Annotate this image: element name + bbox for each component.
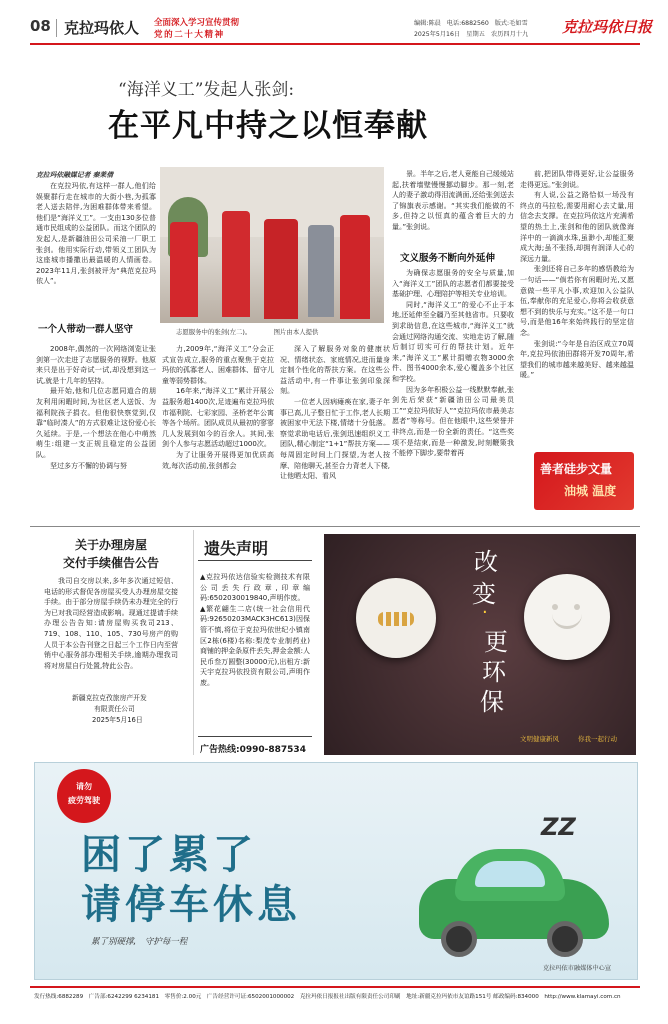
paragraph: 我司自交房以来,多年多次通过短信、电话的形式督促各房屋买受人办理房屋交接手续。由于部分房屋手续仍未办理完全的行为已对我司经营造成影响。现通过提请手续办理公告告知:请房屋购买我司213、719、108、110、105、730号房产的购人员于本公告刊登之日起三个工作日内至营销中心服务部办理相关手续,逾期办理我司将对房屋自行处置,特此公告。 [44, 577, 178, 670]
paragraph: 深入了解服务对象的健康状况、情绪状态、家庭情况,进而量身定制个性化的帮扶方案。在这些公益活动中,有一件事让张剑印象深刻。 [280, 345, 390, 396]
volunteer-3 [264, 219, 298, 319]
proof: 版式:毛如雪 [494, 20, 528, 27]
photo-caption: 志愿服务中的张剑(左二)。 图片由本人提供 [176, 328, 319, 336]
article-col1 [36, 181, 156, 308]
paragraph: 张剑说:“今年是自治区成立70周年,克拉玛依油田群将开发70周年,希望我们的城市越来越美好、越来越温暖。” [520, 339, 634, 380]
psa1-title-2: 变 [472, 580, 496, 608]
tag-line1: 请勿 [76, 782, 92, 791]
phone: 电话:6882560 [446, 20, 489, 27]
article-badge [534, 452, 634, 510]
article-kicker: “海洋义工”发起人张剑: [118, 80, 295, 100]
notice1-company-line1: 新疆克拉克孜旅房产开发 [72, 694, 147, 702]
notice2-item-2: ▲繁花翩生二店(统一社会信用代码:92650203MACK3HC613)因保管不慎,将位于克拉玛依世纪小镇南区2栋(6楼)名称:梨茂专业制药业)商铺的押金条原件丢失,押金金额:人民币叁万圆整(30000元),出租方:新天宇克拉玛依投资有限公司,声明作废。 [200, 604, 310, 687]
plate-right [524, 574, 610, 660]
paragraph: 最开始,他和几位志愿同道合的朋友利用闲暇时间,为社区老人送饭、为福利院孩子捐衣。但他很快察觉到,仅靠“临时凑人”的方式很难让这份爱心长久延续。于是,一个想法在他心中萌然萌生:组建一支正规且稳定的公益团队。 [36, 387, 156, 459]
footer-rule [30, 986, 640, 988]
editor-info [414, 18, 528, 27]
footer-info: 发行热线:6882289 广告部:6242299 6234181 零售价:2.00元 广告经营许可证:6502001000002 克拉玛依日报报社出版有限责任公司印刷 地址:新疆克拉玛依市友谊路151号 邮政编码:834000 http://www.klamayi.com.cn [34, 994, 621, 1000]
paragraph: 前,把团队带得更好,让公益服务走得更远。”张剑说。 [520, 170, 634, 189]
article-col5b [392, 268, 514, 518]
badge-line1: 善者硅步文量 [540, 462, 613, 476]
notice-lost [196, 530, 314, 755]
car-window [475, 861, 545, 887]
notice2-body [200, 572, 310, 724]
badge-line2: 油城 温度 [564, 484, 617, 498]
volunteer-4 [308, 225, 334, 317]
hotline-rule [198, 736, 312, 737]
notice2-title-rule [198, 560, 312, 561]
notice1-date: 2025年5月16日 [92, 716, 143, 724]
article-col5 [392, 169, 514, 245]
psa2-title-line1: 困了累了 [81, 831, 257, 878]
wheel-front [441, 921, 477, 957]
paragraph: 景。半年之后,老人竟能自己缓缓站起,扶着墙壁慢慢挪动脚步。那一刻,老人的妻子激动得泪流满面,还给张剑送去了锦旗表示感谢。“其实我们能做的不多,但持之以恒真的蕴含着巨大的力量。”张剑说。 [392, 170, 514, 231]
paragraph: 2008年,偶然的一次网络浏览让张剑第一次走进了志愿服务的视野。他原来只是出于好奇试一试,却没想到这一试,就是十几年的坚持。 [36, 345, 156, 385]
notice2-item-1: ▲克拉玛依达信验实检测技术有限公司丢失行政章,印章编码:6502030019840,声明作废。 [200, 573, 310, 603]
notice1-title-line1: 关于办理房屋 [74, 538, 147, 552]
psa1-footer-1: 文明健康新风 [520, 735, 559, 743]
slogan-line1: 全面深入学习宣传贯彻 [154, 18, 240, 28]
volunteer-5 [340, 215, 370, 319]
psa-environment [324, 534, 636, 755]
slogan-line2: 党的二十大精神 [154, 30, 225, 40]
notice-divider-1 [193, 530, 194, 755]
article-col6 [520, 169, 634, 441]
paragraph: 有人说,公益之路恰似一场没有终点的马拉松,需要用耐心去丈量,用信念去支撑。在克拉玛依这片充满希望的热土上,张剑和他的团队就像海洋中的一滴滴水珠,虽渺小,却能汇聚成大海;虽不张扬,却拥有润泽人心的深远力量。 [520, 191, 634, 263]
psa1-title-4: 更 [484, 628, 508, 656]
paragraph: 坚过多方不懈的协调与努 [50, 461, 127, 470]
article-col3 [162, 344, 274, 518]
psa1-title-6: 保 [480, 688, 504, 716]
notice-housing [36, 530, 186, 755]
psa2-credit: 克拉玛依市融媒体中心宣 [543, 965, 612, 972]
article-headline: 在平凡中持之以恒奉献 [108, 108, 428, 144]
notice1-company-line2: 有限责任公司 [94, 705, 135, 713]
page-number: 08 [30, 17, 51, 35]
volunteer-1 [170, 222, 198, 317]
ad-hotline: 广告热线:0990-887534 [200, 745, 306, 755]
notice1-body [44, 576, 178, 686]
psa1-title-3: · [482, 602, 488, 623]
psa2-slogan: 累了别硬撑, 守护每一程 [91, 937, 188, 947]
psa1-title-5: 环 [482, 658, 506, 686]
paragraph: 16年来,“海洋义工”累计开展公益服务超1400次,足迹遍布克拉玛依市福利院、七彩家园、圣桥老年公寓等各个场所。团队成员从最初的寥寥几人发展到如今的百余人。其间,张剑个人参与志愿活动超过1000次。 [162, 387, 274, 449]
article-col2 [36, 344, 156, 518]
wheel-rear [547, 921, 583, 957]
article-photo [160, 167, 384, 323]
sleep-zz-icon: ZZ [541, 813, 576, 841]
fatigue-tag [57, 769, 111, 823]
header-divider [56, 19, 57, 37]
plate-left [356, 578, 436, 658]
psa-fatigue-driving [34, 762, 638, 980]
issue-date: 2025年5月16日 星期五 农历四月十九 [414, 31, 529, 38]
car-illustration [419, 849, 611, 959]
paragraph: 为了让服务开展得更加优质高效,每次活动前,张剑都会 [162, 450, 274, 470]
paragraph: 因为多年积极公益一线默默奉献,张剑先后荣获“新疆油田公司最美员工”“克拉玛依好人”“克拉玛依市最美志愿者”等称号。但在他眼中,这些荣誉并非终点,而是一份全新的责任。“这些奖项不是结束,而是一种激发,时刻鞭策我不能停下脚步,要带着再 [392, 385, 514, 458]
masthead-logo: 克拉玛依日报 [562, 18, 653, 36]
paragraph: 同时,“海洋义工”的爱心不止于本地,还延伸至全疆乃至其他省市。只要收到求助信息,在这些城市,“海洋义工”就会通过网络沟通交流、实地走访了解,随后制订切实可行的帮扶计划。近年来,“海洋义工”累计捐赠衣物3000余件、图书4000余本,爱心覆盖多个社区和学校。 [392, 300, 514, 383]
psa2-title-line2: 请停车休息 [81, 881, 301, 928]
notice2-title: 遗失声明 [204, 539, 269, 558]
paragraph: 张剑还将自己多年的感悟教给为一句话——“倘若你有闲暇时光,又愿意做一些平凡小事,欢迎加入公益队伍,奉献你的充足爱心,你将会收获意想不到的快乐与充实。”这不是一句口号,而是他16年来始终践行的坚定信念。 [520, 265, 634, 337]
psa1-footer-2: 你我一起行动 [578, 735, 617, 743]
volunteer-2 [222, 211, 250, 317]
psa1-title-1: 改 [474, 548, 498, 576]
tag-line2: 疲劳驾驶 [68, 796, 100, 805]
section-name: 克拉玛依人 [64, 19, 140, 37]
byline: 克拉玛依融媒记者 秦莱倩 [36, 171, 114, 179]
subhead-1: 一个人带动一群人坚守 [38, 324, 134, 335]
editor: 编辑:陈晨 [414, 20, 441, 27]
paragraph: 一位老人因病瘫痪在家,妻子年事已高,儿子整日忙于工作,老人长期被困家中无法下楼,情绪十分低落。察觉求助电话后,张剑迅速组织义工团队,精心制定“1+1”帮扶方案——每周固定时间上门探望,为老人按摩、陪他聊天,甚至合力背老人下楼,让他晒太阳、看风 [280, 397, 390, 481]
article-col4 [280, 344, 390, 518]
paragraph: 力,2009年,“海洋义工”分会正式宣告成立,服务的重点聚焦于克拉玛依的孤寡老人、困难群体、留守儿童等弱势群体。 [162, 345, 274, 385]
header-bar [30, 13, 653, 45]
article-bottom-rule [30, 526, 640, 527]
paragraph: 为确保志愿服务的安全与质量,加入“海洋义工”团队的志愿者们都要接受基础护理、心理陪护等相关专业培训。 [392, 269, 514, 299]
leftover-food [378, 612, 414, 626]
paragraph: 在克拉玛依,有这样一群人,他们给娱聚群行走在城市的大街小巷,为孤寡老人送去陪伴,为困难群体带来希望。他们是“海洋义工”。一支由130多位普通市民组成的公益团队。而这个团队的发起人,是新疆油田公司采油一厂职工张剑。他用实际行动,带领义工团队为这座城市播撒出最温暖的人情画卷。2023年11月,张剑被评为“典范克拉玛依人”。 [36, 182, 156, 286]
subhead-2: 文义服务不断向外延伸 [400, 253, 496, 264]
notice1-title-line2: 交付手续催告公告 [62, 556, 159, 570]
smile-icon [544, 596, 590, 636]
